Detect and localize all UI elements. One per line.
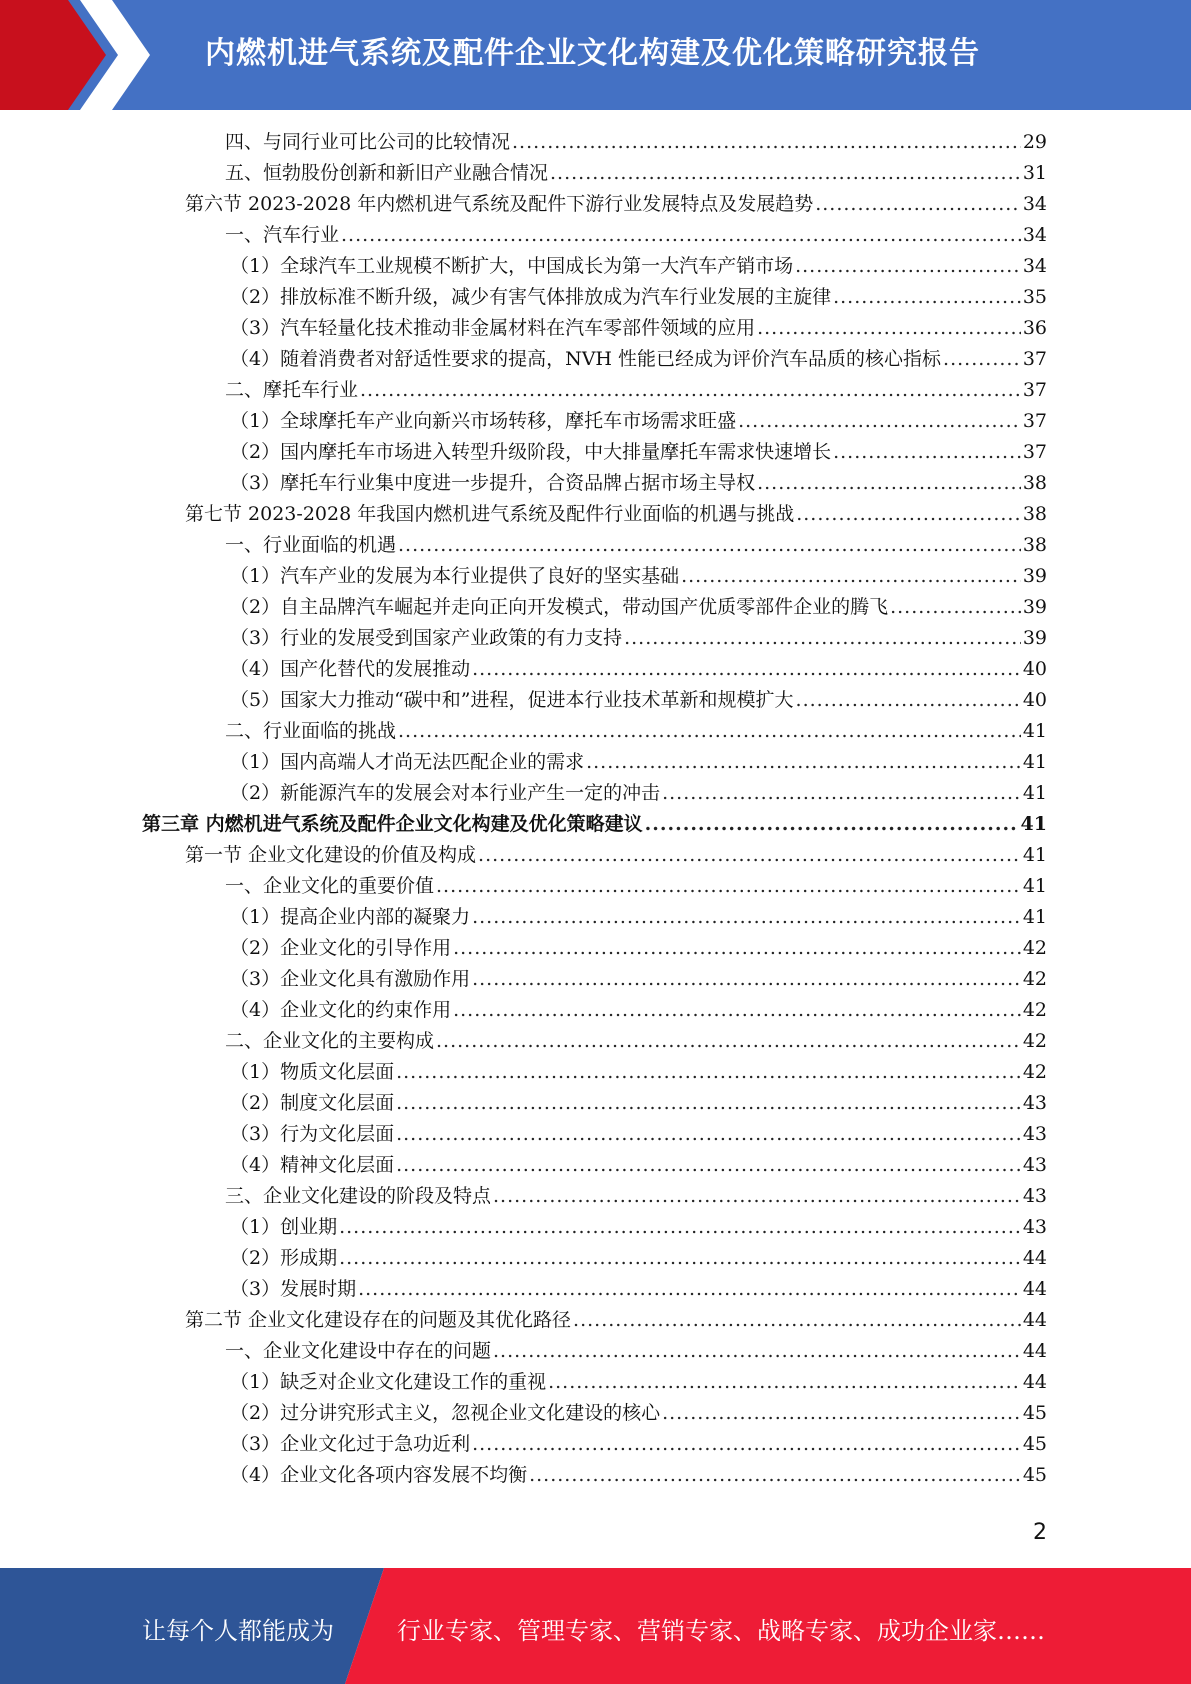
toc-section[interactable] [185, 189, 1047, 220]
toc-entry[interactable] [225, 530, 1047, 561]
toc-dot-leader [472, 902, 1021, 933]
toc-entry-label: （1）缺乏对企业文化建设工作的重视 [230, 1371, 547, 1393]
toc-entry-page: 44 [1022, 1278, 1047, 1300]
toc-entry[interactable] [225, 127, 1047, 158]
toc-entry-page: 43 [1022, 1092, 1047, 1114]
toc-entry-label: （2）国内摩托车市场进入转型升级阶段，中大排量摩托车需求快速增长 [230, 441, 832, 463]
toc-entry-page: 44 [1022, 1247, 1047, 1269]
toc-entry[interactable] [230, 747, 1047, 778]
toc-entry-page: 41 [1022, 720, 1047, 742]
toc-entry-label: （2）制度文化层面 [230, 1092, 395, 1114]
toc-dot-leader [493, 1336, 1021, 1367]
toc-entry-label: 三、企业文化建设的阶段及特点 [225, 1185, 492, 1207]
toc-entry[interactable] [230, 468, 1047, 499]
toc-entry-label: （1）创业期 [230, 1216, 338, 1238]
toc-dot-leader [890, 592, 1021, 623]
toc-entry-page: 41 [1022, 751, 1047, 773]
toc-entry-page: 40 [1022, 658, 1047, 680]
toc-entry-page: 41 [1022, 906, 1047, 928]
toc-dot-leader [796, 685, 1021, 716]
toc-entry-page: 31 [1022, 162, 1047, 184]
table-of-contents [0, 127, 1191, 1491]
toc-entry[interactable] [225, 220, 1047, 251]
toc-entry[interactable] [230, 964, 1047, 995]
toc-entry-page: 38 [1022, 472, 1047, 494]
page-footer [0, 1568, 1191, 1684]
toc-entry[interactable] [230, 902, 1047, 933]
toc-entry-label: （3）汽车轻量化技术推动非金属材料在汽车零部件领域的应用 [230, 317, 756, 339]
toc-entry[interactable] [230, 1429, 1047, 1460]
toc-entry-page: 41 [1020, 813, 1047, 835]
toc-dot-leader [478, 840, 1021, 871]
toc-entry[interactable] [230, 1150, 1047, 1181]
toc-dot-leader [396, 1088, 1021, 1119]
toc-entry[interactable] [230, 561, 1047, 592]
page-header [0, 0, 1191, 110]
toc-entry-label: （1）全球摩托车产业向新兴市场转移，摩托车市场需求旺盛 [230, 410, 737, 432]
toc-entry-label: 二、摩托车行业 [225, 379, 359, 401]
toc-entry-page: 42 [1022, 1030, 1047, 1052]
toc-dot-leader [738, 406, 1021, 437]
toc-entry-label: （2）过分讲究形式主义，忽视企业文化建设的核心 [230, 1402, 661, 1424]
toc-dot-leader [645, 809, 1019, 840]
toc-entry-page: 43 [1022, 1216, 1047, 1238]
toc-entry-label: （1）物质文化层面 [230, 1061, 395, 1083]
toc-dot-leader [396, 1057, 1021, 1088]
toc-entry-page: 34 [1022, 193, 1047, 215]
toc-entry[interactable] [230, 282, 1047, 313]
toc-dot-leader [493, 1181, 1021, 1212]
toc-entry-label: 四、与同行业可比公司的比较情况 [225, 131, 511, 153]
toc-dot-leader [472, 654, 1021, 685]
toc-dot-leader [795, 251, 1021, 282]
toc-dot-leader [624, 623, 1021, 654]
toc-section[interactable] [185, 499, 1047, 530]
toc-entry-page: 39 [1022, 596, 1047, 618]
report-title: 内燃机进气系统及配件企业文化构建及优化策略研究报告 [205, 36, 980, 71]
toc-entry-label: 二、企业文化的主要构成 [225, 1030, 435, 1052]
toc-entry-label: （2）自主品牌汽车崛起并走向正向开发模式，带动国产优质零部件企业的腾飞 [230, 596, 889, 618]
toc-dot-leader [662, 1398, 1021, 1429]
toc-entry-label: 第一节 企业文化建设的价值及构成 [185, 844, 477, 866]
toc-entry-page: 43 [1022, 1185, 1047, 1207]
toc-dot-leader [453, 933, 1021, 964]
toc-dot-leader [360, 375, 1021, 406]
toc-entry-label: （2）新能源汽车的发展会对本行业产生一定的冲击 [230, 782, 661, 804]
toc-dot-leader [573, 1305, 1021, 1336]
toc-entry-label: （2）形成期 [230, 1247, 338, 1269]
toc-entry[interactable] [230, 1243, 1047, 1274]
toc-dot-leader [815, 189, 1021, 220]
toc-entry-label: 第三章 内燃机进气系统及配件企业文化构建及优化策略建议 [142, 813, 643, 835]
toc-dot-leader [436, 871, 1021, 902]
toc-dot-leader [472, 964, 1021, 995]
toc-dot-leader [398, 716, 1021, 747]
toc-entry-page: 39 [1022, 565, 1047, 587]
toc-entry-page: 43 [1022, 1123, 1047, 1145]
toc-entry[interactable] [230, 1088, 1047, 1119]
toc-entry-label: 一、企业文化的重要价值 [225, 875, 435, 897]
toc-entry[interactable] [230, 623, 1047, 654]
toc-entry-page: 42 [1022, 999, 1047, 1021]
toc-dot-leader [358, 1274, 1021, 1305]
toc-entry-label: （1）汽车产业的发展为本行业提供了良好的坚实基础 [230, 565, 680, 587]
toc-dot-leader [339, 1212, 1021, 1243]
toc-dot-leader [796, 499, 1021, 530]
toc-section[interactable] [185, 1305, 1047, 1336]
toc-entry-page: 44 [1022, 1340, 1047, 1362]
toc-dot-leader [833, 282, 1021, 313]
toc-dot-leader [396, 1150, 1021, 1181]
toc-entry-label: （4）精神文化层面 [230, 1154, 395, 1176]
toc-entry[interactable] [225, 1181, 1047, 1212]
toc-entry[interactable] [230, 251, 1047, 282]
toc-dot-leader [529, 1460, 1021, 1491]
toc-entry[interactable] [230, 654, 1047, 685]
toc-entry-label: 二、行业面临的挑战 [225, 720, 397, 742]
toc-entry[interactable] [225, 1026, 1047, 1057]
toc-entry-page: 36 [1022, 317, 1047, 339]
toc-dot-leader [550, 158, 1021, 189]
toc-entry[interactable] [230, 1119, 1047, 1150]
toc-entry[interactable] [225, 1336, 1047, 1367]
toc-entry-label: （3）摩托车行业集中度进一步提升，合资品牌占据市场主导权 [230, 472, 756, 494]
toc-entry-label: （3）发展时期 [230, 1278, 357, 1300]
toc-entry[interactable] [230, 933, 1047, 964]
toc-entry-page: 42 [1022, 968, 1047, 990]
toc-entry[interactable] [230, 778, 1047, 809]
toc-entry-page: 43 [1022, 1154, 1047, 1176]
toc-entry[interactable] [230, 406, 1047, 437]
toc-entry-label: （1）国内高端人才尚无法匹配企业的需求 [230, 751, 585, 773]
toc-entry-page: 37 [1022, 410, 1047, 432]
toc-entry-page: 41 [1022, 875, 1047, 897]
toc-dot-leader [453, 995, 1021, 1026]
toc-dot-leader [341, 220, 1021, 251]
toc-entry[interactable] [225, 716, 1047, 747]
toc-entry[interactable] [230, 1274, 1047, 1305]
toc-entry-label: （1）全球汽车工业规模不断扩大，中国成长为第一大汽车产销市场 [230, 255, 794, 277]
toc-chapter[interactable] [142, 809, 1047, 840]
toc-dot-leader [586, 747, 1021, 778]
toc-entry[interactable] [230, 592, 1047, 623]
toc-dot-leader [339, 1243, 1021, 1274]
toc-entry-page: 37 [1022, 348, 1047, 370]
toc-entry-page: 45 [1022, 1402, 1047, 1424]
toc-section[interactable] [185, 840, 1047, 871]
toc-entry-page: 42 [1022, 1061, 1047, 1083]
toc-entry[interactable] [230, 995, 1047, 1026]
toc-entry-label: （4）企业文化各项内容发展不均衡 [230, 1464, 528, 1486]
toc-entry-label: 一、行业面临的机遇 [225, 534, 397, 556]
toc-entry-label: （4）随着消费者对舒适性要求的提高，NVH 性能已经成为评价汽车品质的核心指标 [230, 348, 942, 370]
toc-dot-leader [398, 530, 1021, 561]
toc-entry-label: （4）企业文化的约束作用 [230, 999, 452, 1021]
toc-entry-page: 40 [1022, 689, 1047, 711]
toc-entry-page: 38 [1022, 503, 1047, 525]
toc-entry[interactable] [230, 437, 1047, 468]
toc-entry-page: 37 [1022, 379, 1047, 401]
toc-entry-page: 38 [1022, 534, 1047, 556]
toc-entry-label: 五、恒勃股份创新和新旧产业融合情况 [225, 162, 549, 184]
toc-entry-page: 44 [1022, 1371, 1047, 1393]
toc-entry-label: （3）行业的发展受到国家产业政策的有力支持 [230, 627, 623, 649]
toc-entry-label: （2）排放标准不断升级，减少有害气体排放成为汽车行业发展的主旋律 [230, 286, 832, 308]
toc-entry-page: 42 [1022, 937, 1047, 959]
footer-slogan-left: 让每个人都能成为 [142, 1617, 334, 1645]
toc-entry-label: （4）国产化替代的发展推动 [230, 658, 471, 680]
toc-entry-label: 第七节 2023-2028 年我国内燃机进气系统及配件行业面临的机遇与挑战 [185, 503, 795, 525]
toc-entry-page: 29 [1022, 131, 1047, 153]
toc-entry-page: 41 [1022, 844, 1047, 866]
toc-entry[interactable] [230, 344, 1047, 375]
toc-entry[interactable] [230, 1460, 1047, 1491]
toc-entry[interactable] [230, 313, 1047, 344]
page-number: 2 [1033, 1520, 1047, 1545]
toc-dot-leader [943, 344, 1021, 375]
toc-entry-page: 45 [1022, 1433, 1047, 1455]
toc-entry-label: 一、企业文化建设中存在的问题 [225, 1340, 492, 1362]
toc-entry-label: （5）国家大力推动“碳中和”进程，促进本行业技术革新和规模扩大 [230, 689, 794, 711]
toc-entry[interactable] [230, 1057, 1047, 1088]
toc-entry-label: （3）企业文化过于急功近利 [230, 1433, 471, 1455]
footer-slogan-right: 行业专家、管理专家、营销专家、战略专家、成功企业家…… [397, 1617, 1045, 1645]
toc-entry-label: （2）企业文化的引导作用 [230, 937, 452, 959]
toc-entry-page: 39 [1022, 627, 1047, 649]
toc-dot-leader [436, 1026, 1021, 1057]
toc-dot-leader [833, 437, 1021, 468]
toc-entry[interactable] [230, 1398, 1047, 1429]
toc-entry-label: （3）行为文化层面 [230, 1123, 395, 1145]
toc-entry-page: 41 [1022, 782, 1047, 804]
toc-entry-page: 35 [1022, 286, 1047, 308]
toc-dot-leader [757, 313, 1021, 344]
toc-entry[interactable] [225, 871, 1047, 902]
toc-dot-leader [662, 778, 1021, 809]
toc-entry[interactable] [230, 1367, 1047, 1398]
toc-entry-page: 37 [1022, 441, 1047, 463]
toc-entry-page: 44 [1022, 1309, 1047, 1331]
toc-entry-label: 一、汽车行业 [225, 224, 340, 246]
toc-entry[interactable] [230, 1212, 1047, 1243]
toc-entry-label: （1）提高企业内部的凝聚力 [230, 906, 471, 928]
toc-entry-label: 第二节 企业文化建设存在的问题及其优化路径 [185, 1309, 572, 1331]
toc-dot-leader [512, 127, 1021, 158]
toc-dot-leader [396, 1119, 1021, 1150]
toc-entry-page: 45 [1022, 1464, 1047, 1486]
toc-dot-leader [757, 468, 1021, 499]
toc-entry[interactable] [225, 375, 1047, 406]
toc-dot-leader [472, 1429, 1021, 1460]
toc-entry-page: 34 [1022, 224, 1047, 246]
toc-entry[interactable] [230, 685, 1047, 716]
toc-entry[interactable] [225, 158, 1047, 189]
toc-dot-leader [548, 1367, 1021, 1398]
toc-dot-leader [681, 561, 1021, 592]
toc-entry-label: 第六节 2023-2028 年内燃机进气系统及配件下游行业发展特点及发展趋势 [185, 193, 814, 215]
toc-entry-label: （3）企业文化具有激励作用 [230, 968, 471, 990]
toc-entry-page: 34 [1022, 255, 1047, 277]
